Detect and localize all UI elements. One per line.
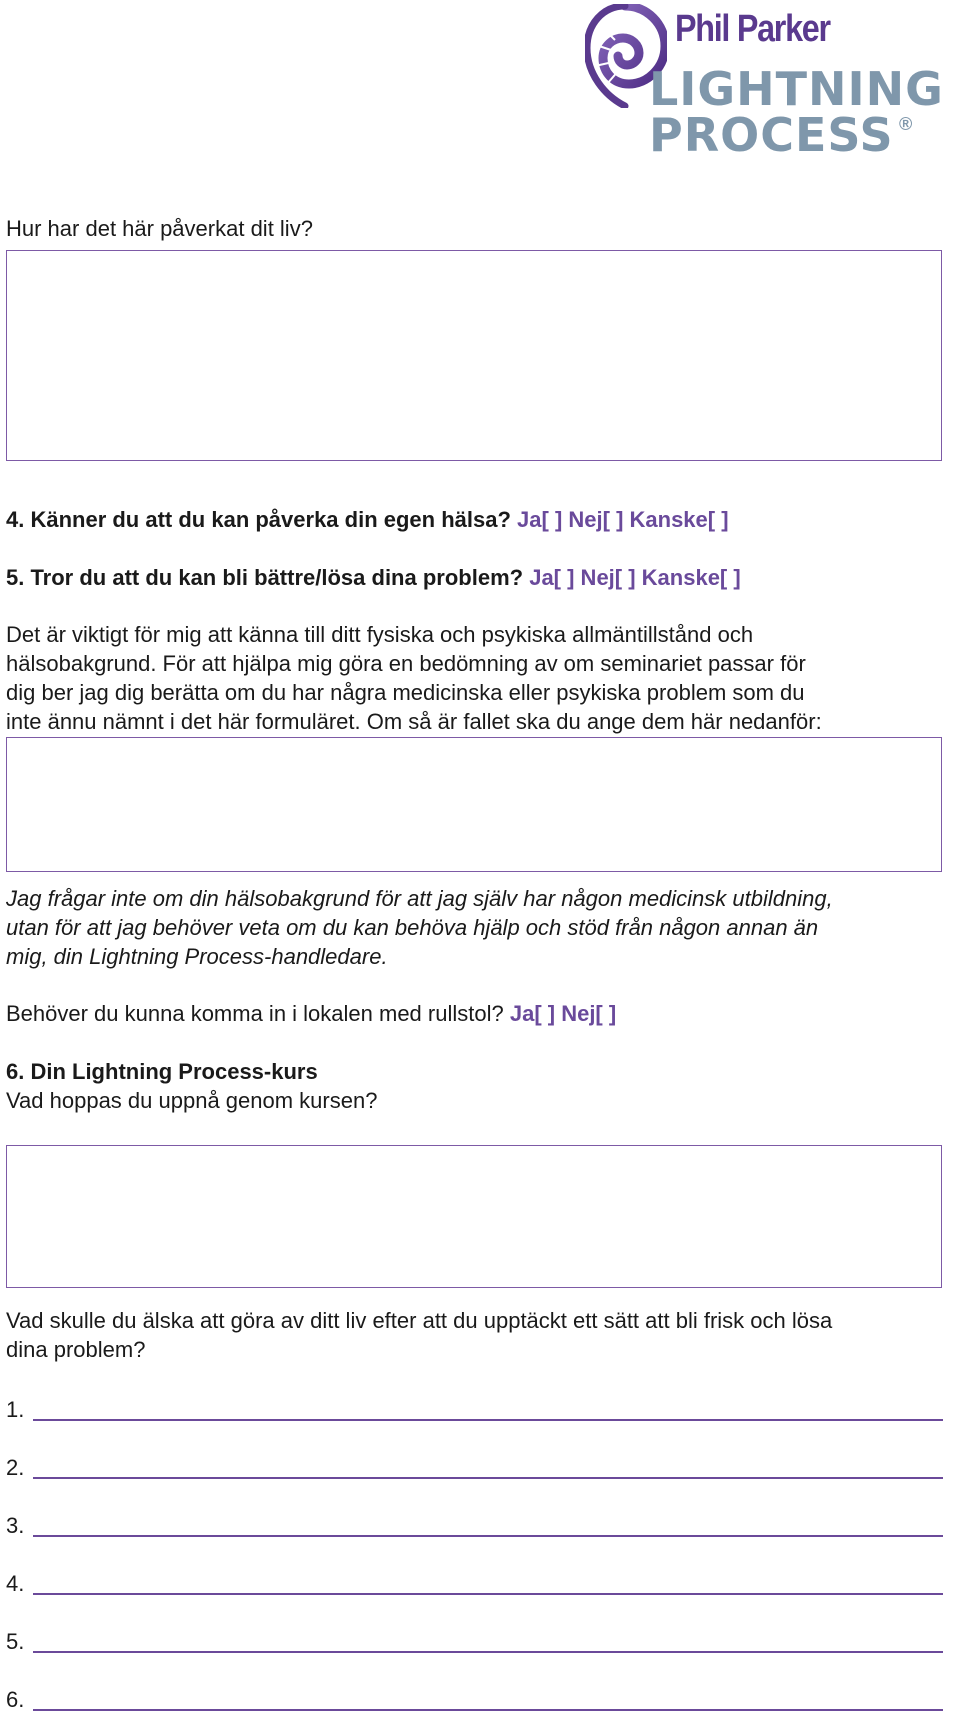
question-wheelchair-options[interactable]: Ja[ ] Nej[ ]: [509, 1001, 617, 1026]
question-4-text: 4. Känner du att du kan påverka din egen hälsa?: [6, 507, 511, 532]
question-love-line-2: dina problem?: [6, 1337, 146, 1362]
question-5-options[interactable]: Ja[ ] Nej[ ] Kanske[ ]: [529, 565, 741, 590]
health-note-line-2: utan för att jag behöver veta om du kan behöva hjälp och stöd från någon annan än: [6, 915, 819, 940]
list-number-4: 4.: [6, 1571, 25, 1596]
health-intro-line-1: Det är viktigt för mig att känna till ditt fysiska och psykiska allmäntillstånd och: [6, 622, 754, 647]
list-number-6: 6.: [6, 1687, 25, 1712]
question-4-options[interactable]: Ja[ ] Nej[ ] Kanske[ ]: [517, 507, 729, 532]
answer-box-health-problems[interactable]: [6, 737, 942, 872]
question-4: [6, 505, 729, 534]
answer-line-1[interactable]: [33, 1419, 943, 1421]
list-number-2: 2.: [6, 1455, 25, 1480]
answer-line-4[interactable]: [33, 1593, 943, 1595]
section-6-question: Vad hoppas du uppnå genom kursen?: [6, 1088, 378, 1113]
question-love-line-1: Vad skulle du älska att göra av ditt liv efter att du upptäckt ett sätt att bli frisk och lösa: [6, 1308, 833, 1333]
question-wheelchair: [6, 999, 616, 1028]
list-number-3: 3.: [6, 1513, 25, 1538]
list-number-1: 1.: [6, 1397, 25, 1422]
logo-name: Phil Parker: [675, 8, 830, 50]
answer-line-3[interactable]: [33, 1535, 943, 1537]
answer-line-6[interactable]: [33, 1709, 943, 1711]
logo-registered: ®: [899, 114, 913, 134]
question-5: [6, 563, 741, 592]
section-6-title: 6. Din Lightning Process-kurs: [6, 1059, 318, 1084]
answer-line-2[interactable]: [33, 1477, 943, 1479]
health-intro-line-3: dig ber jag dig berätta om du har några medicinska eller psykiska problem som du: [6, 680, 805, 705]
health-note-line-3: mig, din Lightning Process-handledare.: [6, 944, 388, 969]
logo-lightning: LIGHTNING: [649, 62, 944, 116]
answer-box-life-effect[interactable]: [6, 250, 942, 461]
health-intro-line-2: hälsobakgrund. För att hjälpa mig göra en bedömning av om seminariet passar för: [6, 651, 806, 676]
logo-process: PROCESS: [649, 108, 894, 162]
answer-box-course-hopes[interactable]: [6, 1145, 942, 1288]
logo: [585, 4, 955, 162]
question-wheelchair-text: Behöver du kunna komma in i lokalen med rullstol?: [6, 1001, 504, 1026]
answer-line-5[interactable]: [33, 1651, 943, 1653]
health-intro-line-4: inte ännu nämnt i det här formuläret. Om så är fallet ska du ange dem här nedanför:: [6, 709, 822, 734]
list-number-5: 5.: [6, 1629, 25, 1654]
health-note-line-1: Jag frågar inte om din hälsobakgrund för att jag själv har någon medicinsk utbildning,: [6, 886, 833, 911]
question-5-text: 5. Tror du att du kan bli bättre/lösa dina problem?: [6, 565, 524, 590]
question-life-effect: Hur har det här påverkat dit liv?: [6, 216, 313, 241]
